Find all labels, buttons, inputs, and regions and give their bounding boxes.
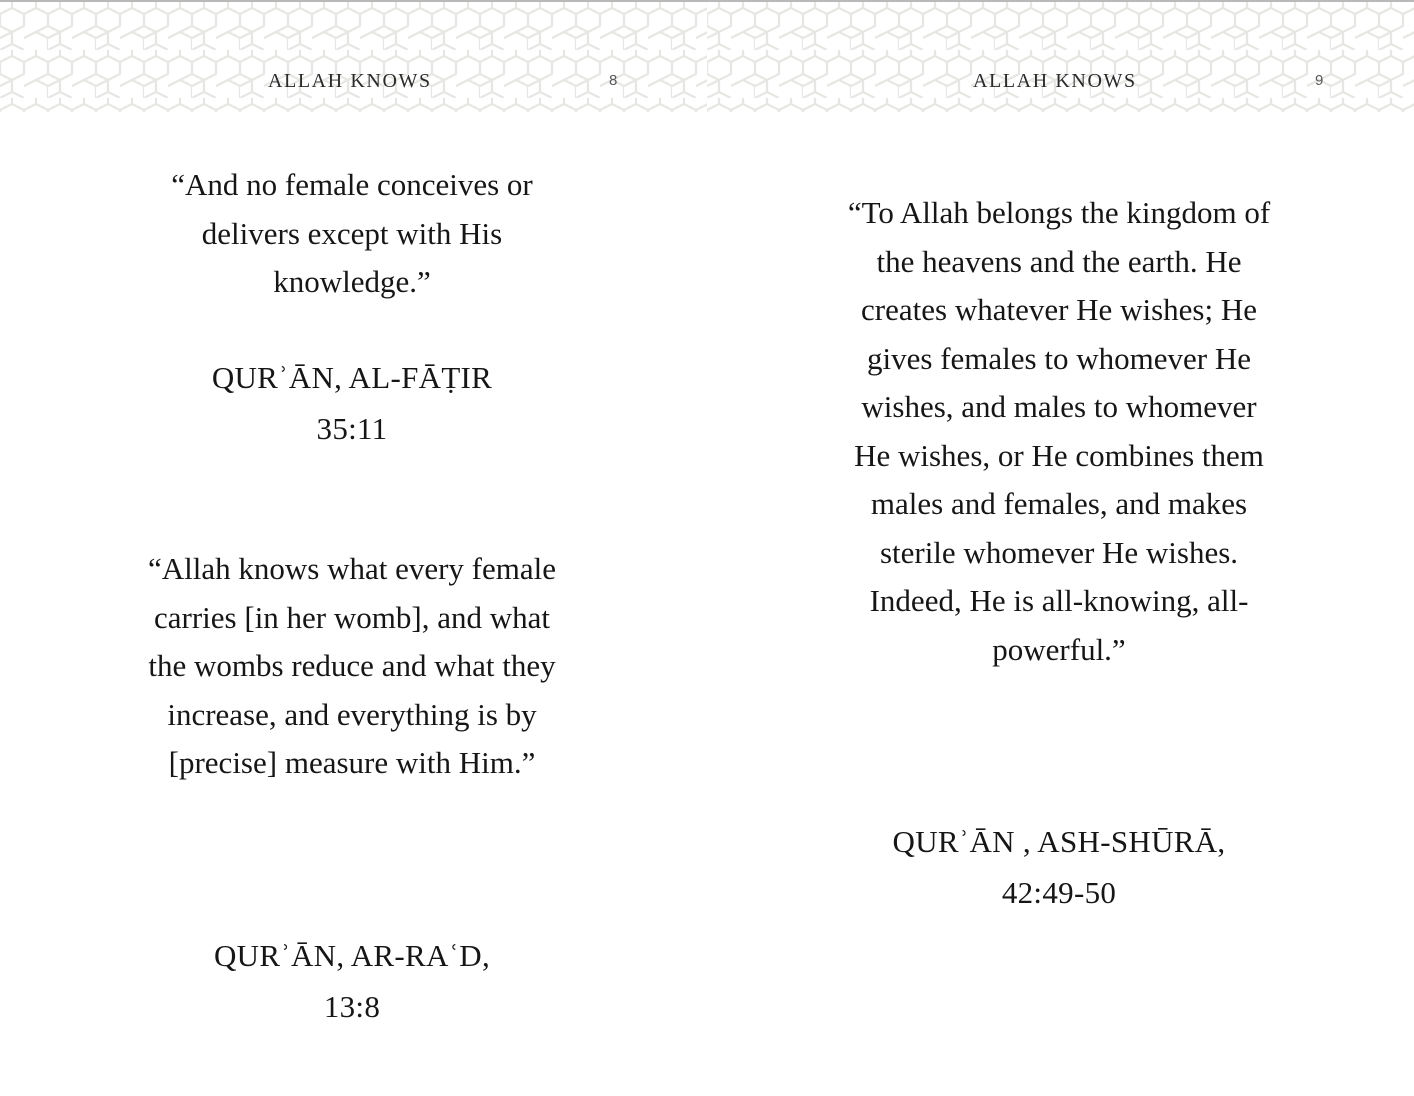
citation-source: QURʾĀN, AR-RAʿD, xyxy=(213,938,491,973)
quote-paragraph: “And no female conceives or delivers except with His knowledge.” xyxy=(171,167,533,299)
citation-source: QURʾĀN, AL-FĀṬIR xyxy=(211,360,493,395)
header-pattern-band xyxy=(707,2,1414,112)
citation-source: QURʾĀN , ASH-SHŪRĀ, xyxy=(892,824,1226,859)
quote-paragraph: “Allah knows what every female carries [in her womb], and what the wombs reduce and what they increase, and everything is by [precise] measure with Him.” xyxy=(147,551,556,780)
running-head: ALLAH KNOWS xyxy=(268,70,432,92)
geometric-pattern-icon xyxy=(707,2,1414,112)
quote-citation xyxy=(847,816,1271,918)
geometric-pattern-icon xyxy=(0,2,707,112)
quote-paragraph: “To Allah belongs the kingdom of the heavens and the earth. He creates whatever He wishes; He gives females to whomever He wishes, and males to whomever He wishes, or He combines them males and females, and makes sterile whomever He wishes. Indeed, He is all-knowing, all-powerful.” xyxy=(847,195,1271,667)
citation-verse: 13:8 xyxy=(323,989,381,1024)
citation-verse: 42:49-50 xyxy=(1001,875,1117,910)
left-page xyxy=(0,2,707,1096)
quote-citation xyxy=(140,930,564,1032)
header-pattern-band xyxy=(0,2,707,112)
quote-citation xyxy=(140,352,564,454)
page-number: 9 xyxy=(1315,72,1324,89)
citation-verse: 35:11 xyxy=(316,411,388,446)
running-head: ALLAH KNOWS xyxy=(973,70,1137,92)
right-page xyxy=(707,2,1414,1096)
page-number: 8 xyxy=(609,72,618,89)
